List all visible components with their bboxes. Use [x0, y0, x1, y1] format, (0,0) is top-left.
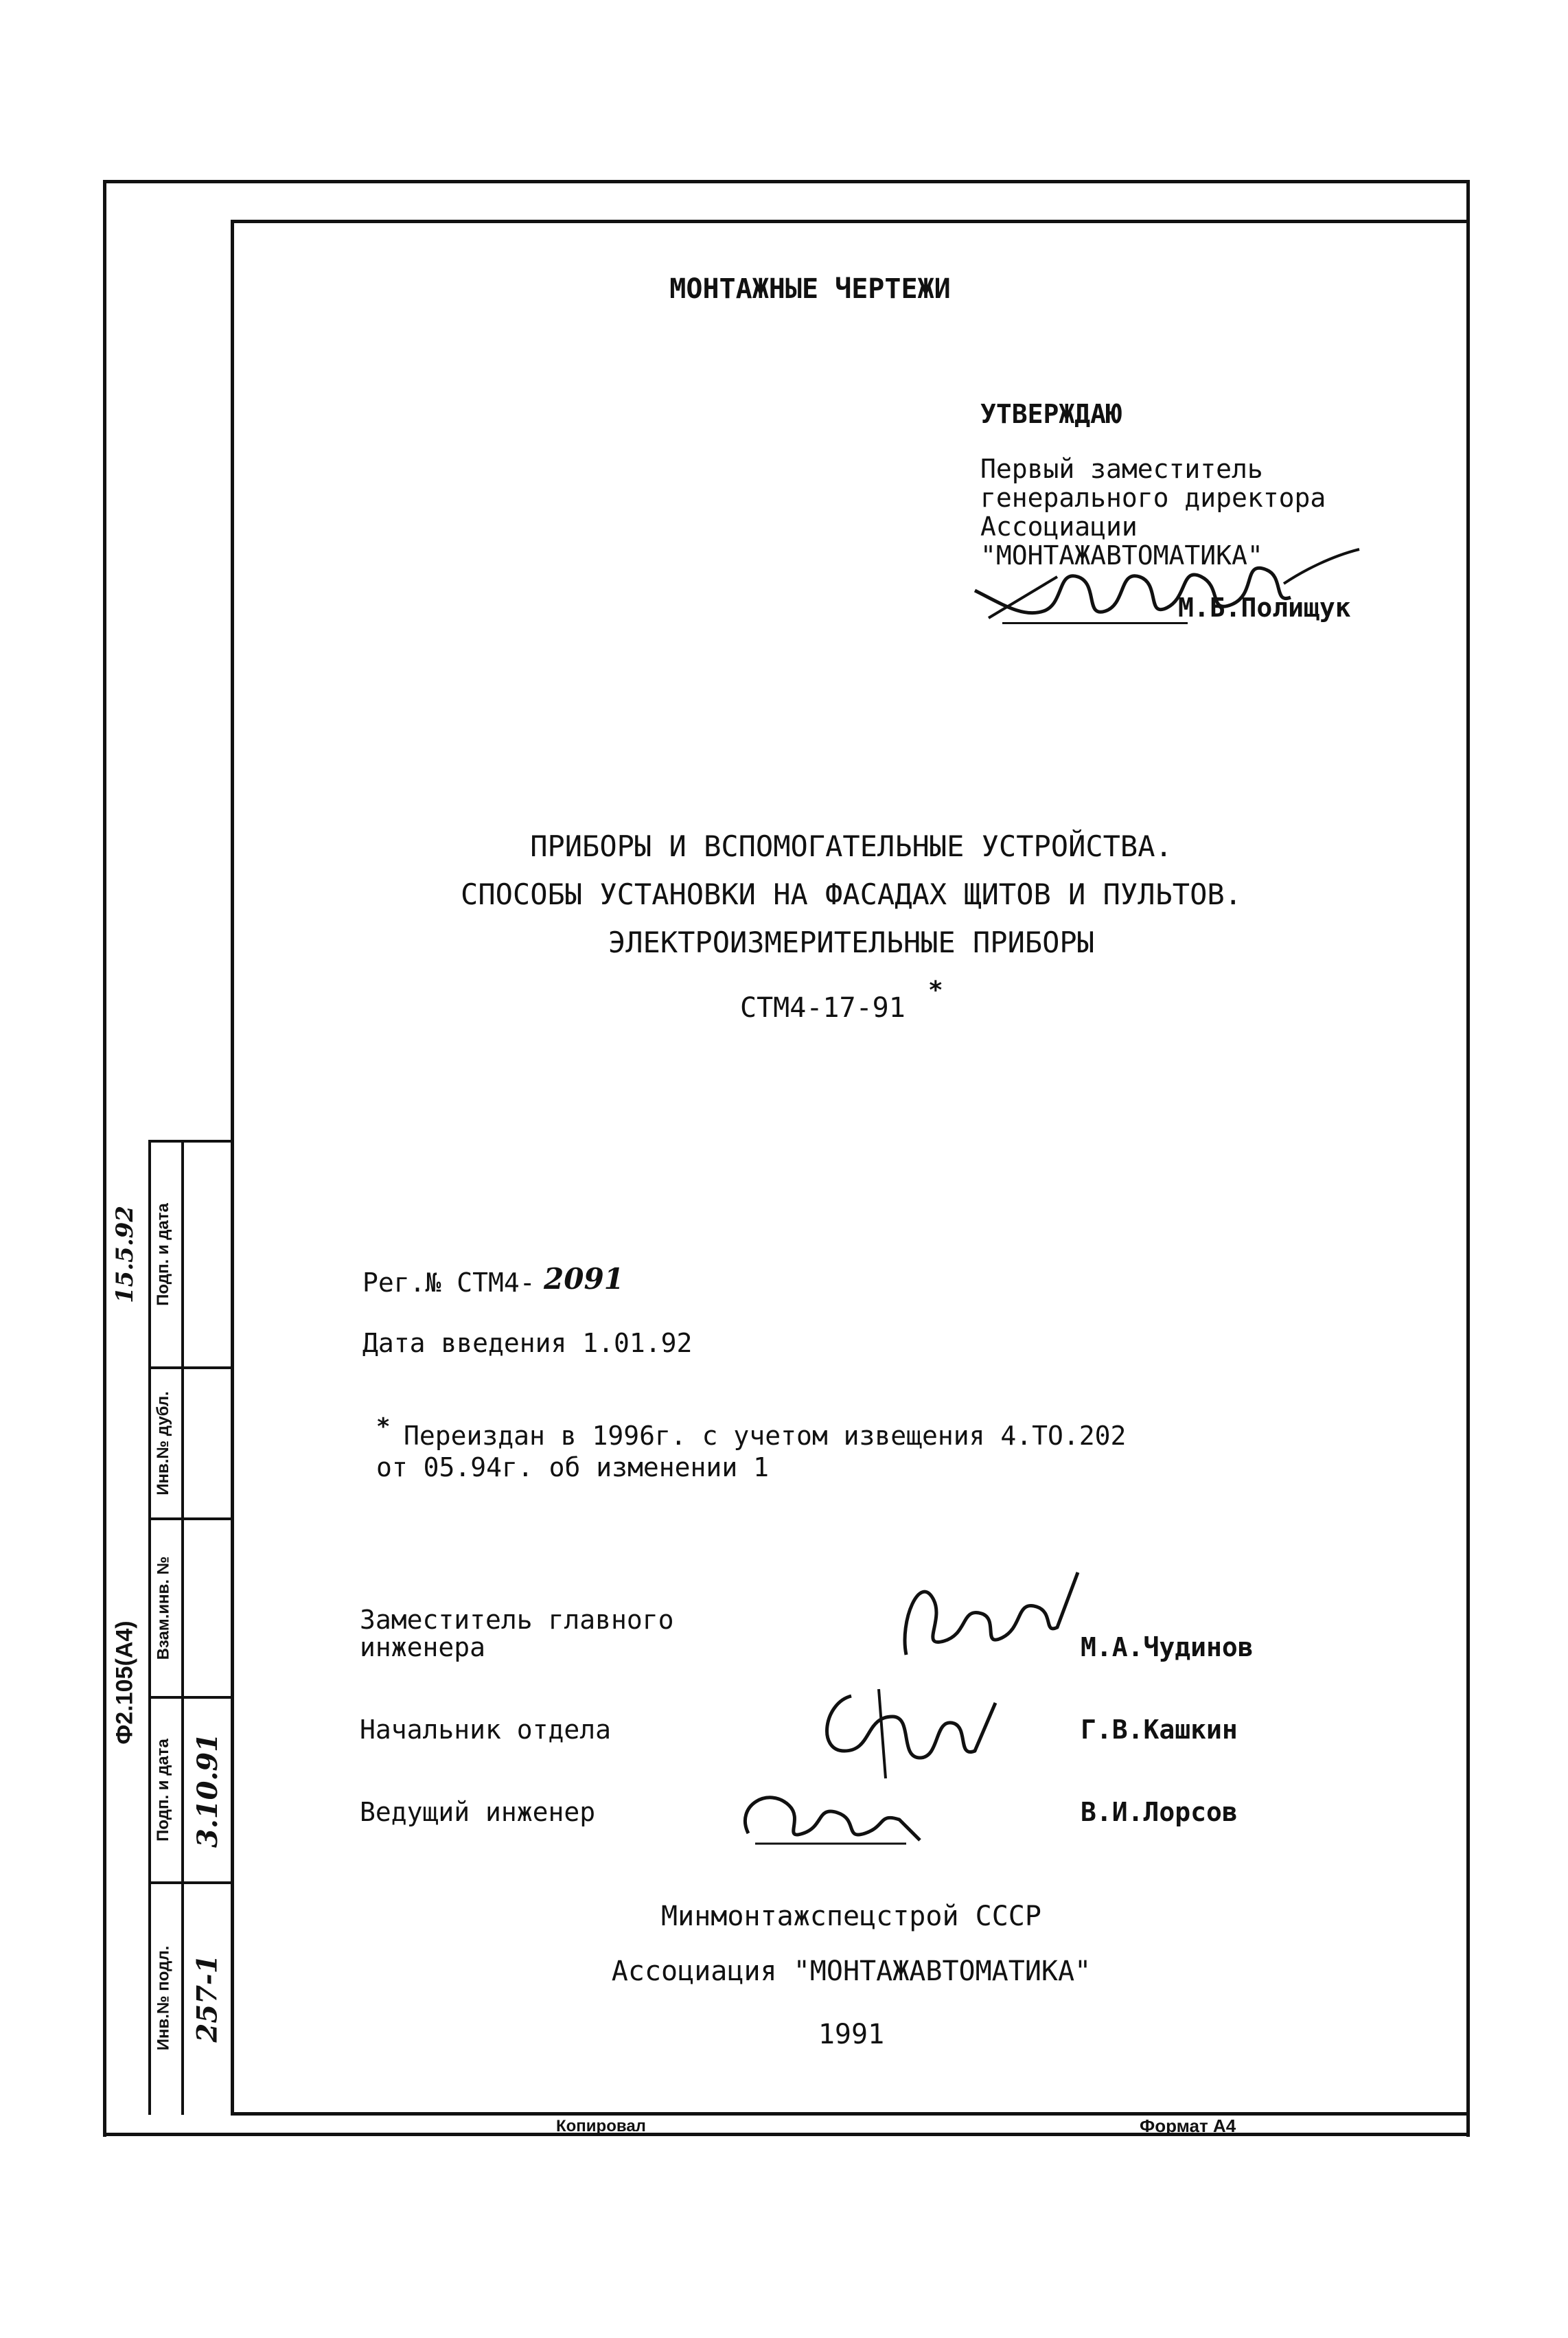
signatory-name: М.А.Чудинов [1081, 1632, 1254, 1662]
approval-line: Ассоциации [980, 512, 1138, 542]
stamp-handwritten: 15.5.92 [111, 1206, 139, 1303]
signatory-position: инженера [360, 1632, 486, 1662]
approval-signer: М.Б.Полищук [1178, 593, 1351, 623]
stamp-handwritten: 257-1 [191, 1954, 224, 2042]
copied-by-label: Копировал [556, 2117, 646, 2135]
stamp-label: Инв.№ дубл. [154, 1391, 173, 1495]
signatory-position: Начальник отдела [360, 1715, 612, 1745]
footer-ministry: Минмонтажспецстрой СССР [661, 1901, 1041, 1932]
format-label: Формат А4 [1140, 2116, 1236, 2136]
registration-label: Рег.№ СТМ4- [362, 1268, 535, 1298]
note-line: от 05.94г. об изменении 1 [376, 1452, 769, 1482]
inner-frame-bottom [231, 2112, 1469, 2116]
signature-kashkin [810, 1675, 1016, 1785]
title-line: СПОСОБЫ УСТАНОВКИ НА ФАСАДАХ ЩИТОВ И ПУЛЬТОВ. [461, 878, 1242, 911]
stamp-label: Подп. и дата [154, 1739, 173, 1842]
outer-frame-right [1466, 180, 1470, 2137]
approval-signature [961, 529, 1373, 639]
form-code: Ф2.105(А4) [111, 1620, 138, 1745]
signatory-position: Ведущий инженер [360, 1797, 596, 1827]
note-mark: * [376, 1413, 391, 1441]
signature-lorsov [728, 1778, 934, 1854]
approval-line: генерального директора [980, 483, 1326, 513]
stamp-label: Инв.№ подл. [154, 1945, 173, 2051]
page-header: МОНТАЖНЫЕ ЧЕРТЕЖИ [669, 273, 951, 305]
signatory-name: Г.В.Кашкин [1081, 1715, 1238, 1745]
approval-heading: УТВЕРЖДАЮ [980, 399, 1122, 429]
signatory-name: В.И.Лорсов [1081, 1797, 1238, 1827]
inner-frame-top [232, 220, 1469, 223]
title-line: ЭЛЕКТРОИЗМЕРИТЕЛЬНЫЕ ПРИБОРЫ [608, 926, 1094, 959]
outer-frame-top [103, 180, 1469, 183]
approval-line: Первый заместитель [980, 454, 1263, 484]
registration-number: 2091 [544, 1262, 624, 1296]
introduction-date: Дата введения 1.01.92 [362, 1328, 693, 1358]
document-code-mark: * [928, 976, 943, 1005]
footer-year: 1991 [818, 2019, 885, 2050]
footer-association: Ассоциация "МОНТАЖАВТОМАТИКА" [611, 1956, 1092, 1987]
signatory-position: Заместитель главного [360, 1605, 674, 1635]
document-code: СТМ4-17-91 [740, 992, 906, 1024]
signature-chudinov [879, 1559, 1085, 1675]
stamp-label: Взам.инв. № [154, 1556, 172, 1660]
stamp-label: Подп. и дата [154, 1203, 173, 1306]
outer-frame-bottom [103, 2133, 1469, 2136]
stamp-handwritten: 3.10.91 [191, 1732, 224, 1848]
note-line: Переиздан в 1996г. с учетом извещения 4.ТО.202 [404, 1421, 1127, 1451]
approval-line: "МОНТАЖАВТОМАТИКА" [980, 540, 1263, 571]
title-line: ПРИБОРЫ И ВСПОМОГАТЕЛЬНЫЕ УСТРОЙСТВА. [530, 829, 1173, 863]
